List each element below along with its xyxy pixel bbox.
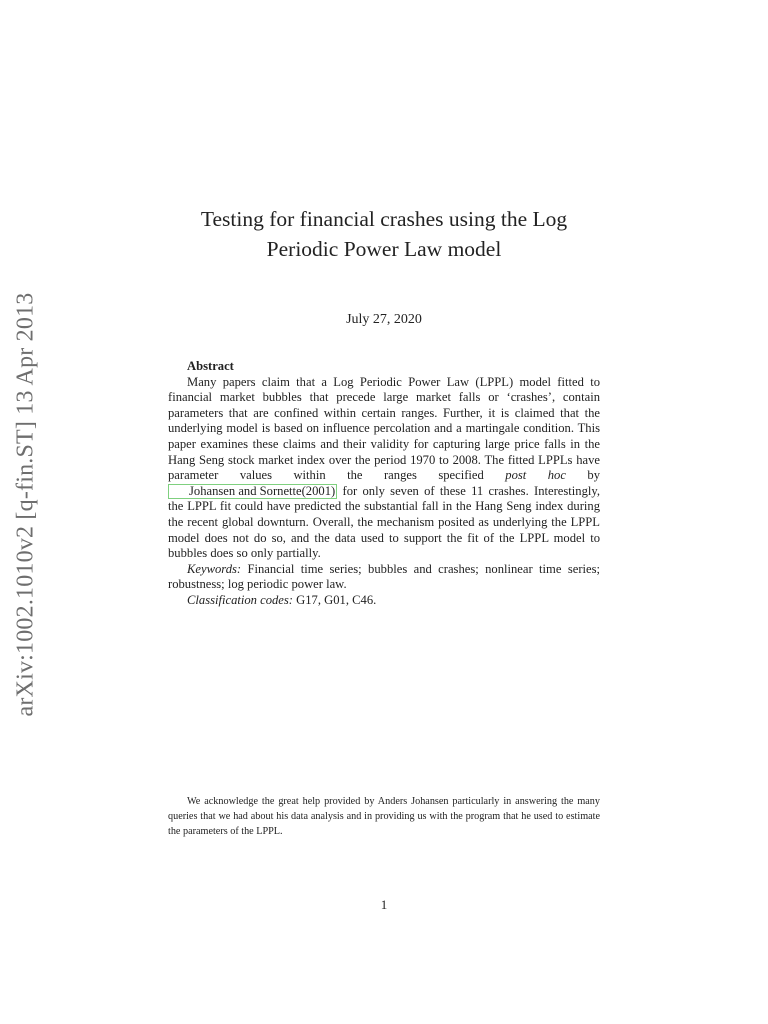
abstract-body (168, 375, 600, 562)
abstract-text-part-3: for only seven of these 11 crashes. Interestingly, the LPPL fit could have predicted the substantial fall in the Hang Seng index during the recent global downturn. Overall, the mechanism posited as underlying the LPPL model does not do so, and the data used to support the fit of the LPPL model to bubbles does so only partially. (168, 483, 600, 561)
keywords-line (168, 562, 600, 593)
acknowledgement-footnote (168, 795, 600, 839)
classification-label: Classification codes: (187, 592, 293, 607)
arxiv-identifier-text: arXiv:1002.1010v2 [q-fin.ST] 13 Apr 2013 (12, 292, 39, 716)
abstract-heading: Abstract (187, 359, 234, 373)
abstract-text-part-1: Many papers claim that a Log Periodic Power Law (LPPL) model fitted to financial market bubbles that precede large market falls or ‘crashes’, contain parameters that are confined within certain ranges. Further, it is claimed that the underlying model is based on influence percolation and a martingale condition. This paper examines these claims and their validity for capturing large price falls in the Hang Seng stock market index over the period 1970 to 2008. The fitted LPPLs have parameter values within the ranges specified (168, 374, 600, 483)
arxiv-identifier-stamp (10, 272, 42, 736)
paper-title-line-2: Periodic Power Law model (266, 237, 502, 261)
classification-text: G17, G01, C46. (293, 592, 377, 607)
abstract-text-part-2: by (565, 468, 600, 483)
classification-line (168, 593, 600, 609)
paper-title-line-1: Testing for financial crashes using the Log (200, 207, 568, 231)
acknowledgement-text: We acknowledge the great help provided by Anders Johansen particularly in answering the many queries that we had about his data analysis and in providing us with the program that he used to estimate the parameters of the LPPL. (168, 796, 600, 837)
abstract-post-hoc: post hoc (505, 468, 566, 483)
paper-date: July 27, 2020 (346, 312, 422, 327)
page-number: 1 (380, 897, 388, 912)
paper-title (168, 204, 600, 264)
abstract-section (168, 359, 600, 609)
keywords-label: Keywords: (187, 561, 242, 576)
keywords-text: Financial time series; bubbles and crashes; nonlinear time series; robustness; log periodic power law. (168, 561, 600, 592)
citation-link[interactable]: Johansen and Sornette(2001) (168, 484, 337, 499)
